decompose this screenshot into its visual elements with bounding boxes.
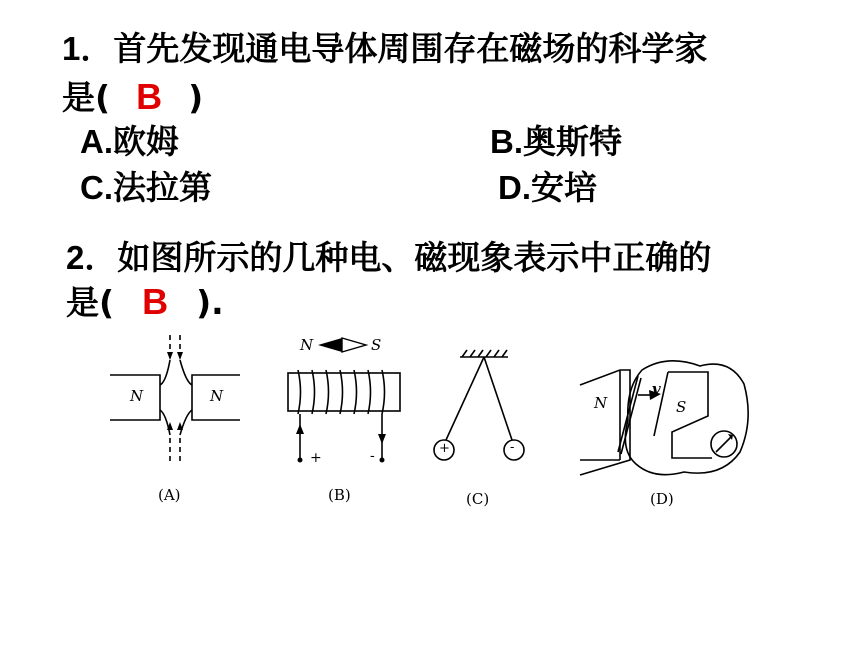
q1-dot: ． — [80, 29, 114, 68]
q1-prefix: 是( — [62, 78, 111, 117]
figure-d-caption: (D) — [650, 490, 674, 508]
q1-option-d[interactable] — [498, 168, 597, 208]
figure-a-drawing — [100, 330, 250, 470]
figure-d-velocity: v — [652, 380, 661, 398]
q1-stem-text: 首先发现通电导体周围存在磁场的科学家 — [113, 29, 708, 68]
figure-a — [100, 330, 250, 470]
q1-stem-line1 — [62, 27, 707, 71]
figure-b-caption: (B) — [328, 486, 351, 504]
figure-c-caption: (C) — [466, 490, 490, 508]
figure-a-caption: (A) — [158, 486, 181, 504]
figure-c — [430, 345, 530, 475]
q2-prefix: 是( — [66, 283, 115, 322]
q2-answer: B — [142, 281, 169, 322]
q1-option-c[interactable] — [80, 168, 212, 208]
figure-d-drawing — [572, 340, 762, 490]
figure-c-charge-right: - — [510, 440, 515, 455]
option-letter: A. — [80, 123, 113, 160]
option-letter: C. — [80, 169, 113, 206]
q1-option-b[interactable] — [490, 122, 622, 162]
option-text: 安培 — [531, 168, 597, 207]
option-text: 欧姆 — [113, 122, 179, 161]
q1-number: 1 — [62, 30, 81, 67]
q2-stem-text: 如图所示的几种电、磁现象表示中正确的 — [117, 238, 712, 277]
q1-suffix: ) — [188, 78, 204, 117]
figure-b — [280, 330, 410, 470]
option-letter: B. — [490, 123, 523, 160]
q1-answer: B — [136, 76, 163, 117]
option-text: 法拉第 — [113, 168, 212, 207]
figure-d — [572, 340, 762, 490]
figure-d-pole-s: S — [676, 398, 687, 416]
q2-number: 2 — [66, 239, 85, 276]
option-letter: D. — [498, 169, 531, 206]
q2-stem-line1 — [66, 236, 711, 280]
figure-b-needle-n: N — [300, 336, 314, 354]
figure-a-pole-left: N — [130, 387, 144, 405]
figure-c-charge-left: + — [439, 441, 450, 456]
q2-suffix: ). — [196, 283, 224, 322]
q2-stem-line2 — [66, 280, 224, 325]
figure-d-pole-n: N — [594, 394, 608, 412]
option-text: 奥斯特 — [523, 122, 622, 161]
figure-b-needle-s: S — [371, 336, 382, 354]
figure-b-minus: - — [370, 448, 375, 464]
q1-stem-line2 — [62, 75, 203, 120]
q2-dot: ． — [84, 238, 118, 277]
figure-a-pole-right: N — [210, 387, 224, 405]
figure-b-plus: + — [310, 450, 322, 466]
q1-option-a[interactable] — [80, 122, 179, 162]
